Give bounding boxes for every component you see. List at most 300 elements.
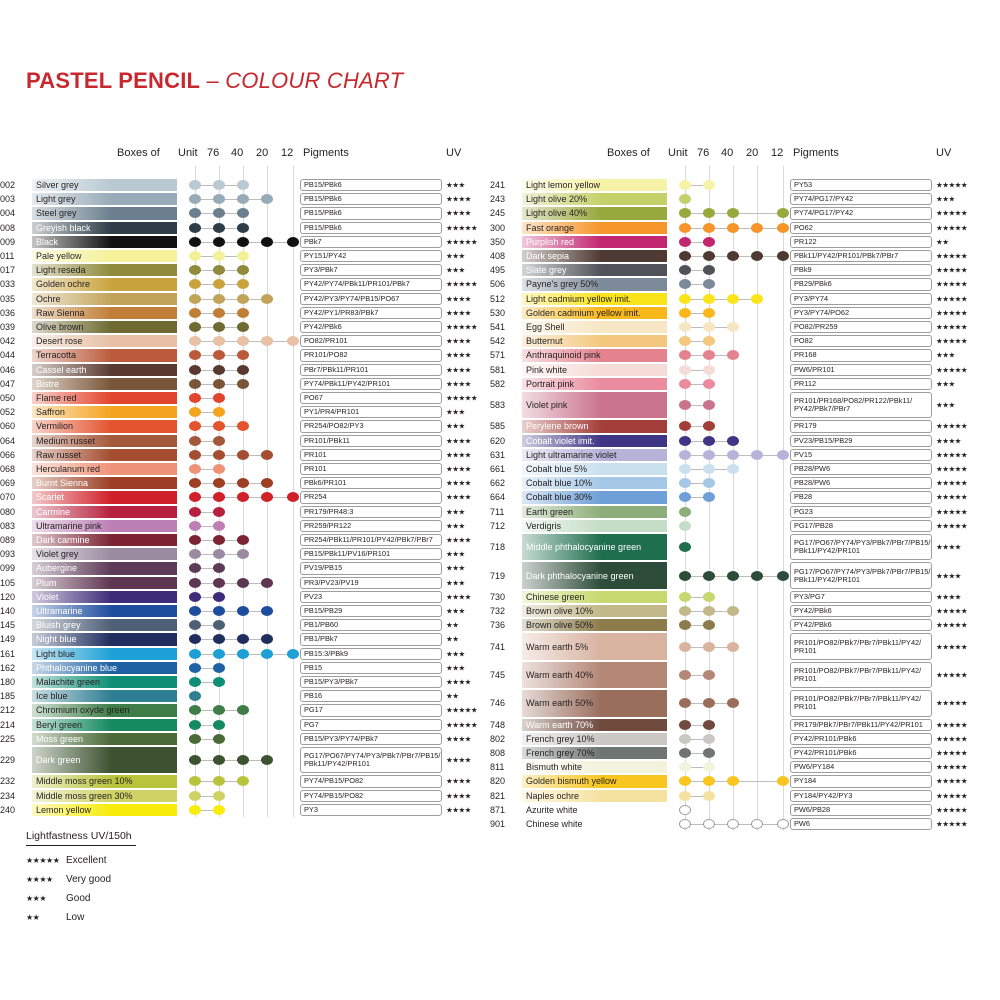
uv-rating: ★★★★ xyxy=(446,492,471,502)
colour-row xyxy=(0,221,480,235)
colour-dot xyxy=(213,492,225,502)
colour-dot xyxy=(213,705,225,715)
colour-name: Light lemon yellow xyxy=(526,180,601,191)
colour-code: 506 xyxy=(490,279,506,290)
pigments-box: PB28 xyxy=(790,491,932,503)
header-40: 40 xyxy=(721,147,734,159)
box-link-line xyxy=(685,299,757,300)
uv-rating: ★★★★ xyxy=(446,436,471,446)
colour-name: Ultramarine pink xyxy=(36,520,102,531)
colour-swatch xyxy=(522,420,667,432)
colour-swatch xyxy=(522,307,667,319)
colour-dot xyxy=(213,350,225,360)
colour-dot xyxy=(213,180,225,190)
colour-code: 732 xyxy=(490,606,506,617)
colour-code: 039 xyxy=(0,322,16,333)
colour-code: 060 xyxy=(0,421,16,432)
header-pigments: Pigments xyxy=(793,147,839,159)
colour-dot xyxy=(703,294,715,304)
legend-stars: ★★★ xyxy=(26,894,47,903)
colour-swatch xyxy=(32,506,177,518)
colour-swatch xyxy=(32,733,177,745)
colour-swatch xyxy=(32,775,177,787)
pigments-box: PB28/PW6 xyxy=(790,477,932,489)
colour-swatch xyxy=(32,719,177,731)
colour-dot xyxy=(213,421,225,431)
colour-dot xyxy=(213,251,225,261)
colour-row xyxy=(0,448,480,462)
colour-swatch xyxy=(522,818,667,830)
colour-row xyxy=(0,306,480,320)
colour-dot xyxy=(213,279,225,289)
colour-code: 820 xyxy=(490,776,506,787)
colour-dot xyxy=(751,294,763,304)
colour-dot xyxy=(213,223,225,233)
colour-dot xyxy=(261,194,273,204)
colour-row xyxy=(0,263,480,277)
uv-rating: ★★★★★ xyxy=(936,450,968,460)
colour-dot xyxy=(679,776,691,786)
colour-dot xyxy=(703,400,715,410)
colour-row xyxy=(0,519,480,533)
pigments-box: PR101/PO82/PBk7/PBr7/PBk11/PY42/ PR101 xyxy=(790,633,932,659)
colour-dot xyxy=(237,350,249,360)
pigments-box: PY42/PY3/PY74/PB15/PO67 xyxy=(300,293,442,305)
colour-row xyxy=(0,348,480,362)
pigments-box: PY42/PBk6 xyxy=(790,605,932,617)
colour-code: 002 xyxy=(0,180,16,191)
uv-rating: ★★★ xyxy=(936,350,955,360)
colour-dot xyxy=(213,464,225,474)
colour-code: 011 xyxy=(0,251,15,262)
colour-dot xyxy=(189,421,201,431)
colour-dot xyxy=(703,208,715,218)
colour-row xyxy=(0,803,480,817)
colour-name: Violet xyxy=(36,591,59,602)
colour-name: Fast orange xyxy=(526,222,575,233)
colour-dot xyxy=(727,251,739,261)
colour-dot xyxy=(213,294,225,304)
colour-dot xyxy=(237,535,249,545)
colour-dot xyxy=(189,379,201,389)
colour-swatch xyxy=(522,719,667,731)
colour-dot xyxy=(751,251,763,261)
colour-row xyxy=(0,292,480,306)
colour-dot xyxy=(189,350,201,360)
uv-rating: ★★★★ xyxy=(446,805,471,815)
colour-dot xyxy=(237,450,249,460)
uv-rating: ★★★★★ xyxy=(936,507,968,517)
colour-name: Burnt Sienna xyxy=(36,478,89,489)
colour-name: Brown olive 50% xyxy=(526,620,594,631)
colour-dot xyxy=(189,464,201,474)
colour-code: 162 xyxy=(0,662,16,673)
colour-dot xyxy=(703,223,715,233)
colour-dot xyxy=(703,670,715,680)
uv-rating: ★★★ xyxy=(446,265,465,275)
colour-swatch xyxy=(32,633,177,645)
colour-dot xyxy=(213,606,225,616)
uv-rating: ★★★★ xyxy=(446,336,471,346)
colour-row xyxy=(490,789,970,803)
pigments-box: PB1/PBk7 xyxy=(300,633,442,645)
box-link-line xyxy=(195,299,267,300)
colour-dot xyxy=(751,223,763,233)
colour-dot xyxy=(189,507,201,517)
colour-swatch xyxy=(32,378,177,390)
colour-swatch xyxy=(32,293,177,305)
uv-rating: ★★★ xyxy=(446,407,465,417)
colour-code: 748 xyxy=(490,719,506,730)
colour-swatch xyxy=(32,349,177,361)
pigments-box: PO82/PR101 xyxy=(300,335,442,347)
uv-rating: ★★★★★ xyxy=(936,464,968,474)
colour-dot xyxy=(679,620,691,630)
colour-dot xyxy=(703,748,715,758)
colour-row xyxy=(490,505,970,519)
uv-rating: ★★★★★ xyxy=(936,279,968,289)
colour-code: 003 xyxy=(0,194,16,205)
colour-code: 004 xyxy=(0,208,16,219)
pigments-box: PBr7/PBk11/PR101 xyxy=(300,364,442,376)
colour-code: 069 xyxy=(0,478,16,489)
pigments-box: PY184 xyxy=(790,775,932,787)
uv-rating: ★★★★★ xyxy=(936,421,968,431)
colour-swatch xyxy=(522,264,667,276)
colour-row xyxy=(490,178,970,192)
colour-name: Naples ochre xyxy=(526,790,580,801)
colour-row xyxy=(490,192,970,206)
colour-name: Anthraquinoid pink xyxy=(526,350,601,361)
colour-code: 512 xyxy=(490,293,506,304)
pigments-box: PR168 xyxy=(790,349,932,361)
colour-name: Dark carmine xyxy=(36,535,90,546)
colour-row xyxy=(0,732,480,746)
colour-dot xyxy=(189,691,201,701)
pigments-box: PG23 xyxy=(790,506,932,518)
pigments-box: PY3/PBk7 xyxy=(300,264,442,276)
pigments-box: PG17/PO67/PY74/PY3/PBk7/PBr7/PB15/ PBk11/PY42/PR101 xyxy=(790,534,932,560)
colour-name: Light blue xyxy=(36,648,76,659)
colour-name: Herculanum red xyxy=(36,464,101,475)
pigments-box: PV15 xyxy=(790,449,932,461)
header-unit: Unit xyxy=(178,147,198,159)
pigments-box: PB15/PBk6 xyxy=(300,207,442,219)
uv-rating: ★★★★★ xyxy=(446,322,478,332)
colour-swatch xyxy=(522,349,667,361)
colour-code: 044 xyxy=(0,350,16,361)
colour-dot xyxy=(213,755,225,765)
colour-dot xyxy=(189,194,201,204)
colour-swatch xyxy=(522,534,667,560)
colour-row xyxy=(490,718,970,732)
colour-dot xyxy=(189,805,201,815)
legend-row xyxy=(26,852,136,871)
colour-name: Warm earth 50% xyxy=(526,698,594,709)
uv-rating: ★★★★ xyxy=(446,450,471,460)
uv-rating: ★★★★★ xyxy=(446,237,478,247)
colour-swatch xyxy=(522,278,667,290)
colour-name: Moss green xyxy=(36,733,84,744)
colour-row xyxy=(0,561,480,575)
pigments-box: PY74/PB15/PO82 xyxy=(300,790,442,802)
colour-dot xyxy=(287,237,299,247)
colour-name: Pink white xyxy=(526,364,568,375)
colour-row xyxy=(490,561,970,589)
colour-dot xyxy=(213,734,225,744)
pigments-box: PR259/PR122 xyxy=(300,520,442,532)
colour-dot xyxy=(189,407,201,417)
uv-rating: ★★★★★ xyxy=(446,393,478,403)
colour-name: Chromium oxyde green xyxy=(36,705,130,716)
colour-swatch xyxy=(522,222,667,234)
colour-name: Dark green xyxy=(36,755,81,766)
colour-swatch xyxy=(522,435,667,447)
colour-name: Malachite green xyxy=(36,677,101,688)
colour-row xyxy=(490,476,970,490)
colour-dot xyxy=(703,571,715,581)
colour-dot xyxy=(213,663,225,673)
colour-name: Warm earth 40% xyxy=(526,669,594,680)
colour-name: Warm earth 5% xyxy=(526,641,589,652)
colour-name: Golden cadmium yellow imit. xyxy=(526,307,641,318)
colour-dot xyxy=(237,776,249,786)
pigments-box: PR101/PO82/PBk7/PBr7/PBk11/PY42/ PR101 xyxy=(790,662,932,688)
colour-name: Vermilion xyxy=(36,421,74,432)
colour-dot xyxy=(237,478,249,488)
colour-dot xyxy=(237,492,249,502)
colour-name: Cassel earth xyxy=(36,364,87,375)
colour-dot xyxy=(237,194,249,204)
colour-name: Saffron xyxy=(36,407,65,418)
colour-dot xyxy=(261,755,273,765)
colour-swatch xyxy=(32,804,177,816)
header-12: 12 xyxy=(281,147,294,159)
pigments-box: PG17/PB28 xyxy=(790,520,932,532)
colour-code: 901 xyxy=(490,819,506,830)
colour-code: 042 xyxy=(0,336,16,347)
colour-dot xyxy=(237,180,249,190)
colour-code: 746 xyxy=(490,698,506,709)
colour-row xyxy=(490,817,970,831)
uv-rating: ★★★ xyxy=(446,251,465,261)
colour-row xyxy=(0,490,480,504)
colour-dot xyxy=(679,294,691,304)
colour-dot xyxy=(189,791,201,801)
colour-dot xyxy=(727,450,739,460)
colour-dot xyxy=(261,606,273,616)
colour-dot xyxy=(237,208,249,218)
colour-dot xyxy=(189,734,201,744)
colour-name: Portrait pink xyxy=(526,378,575,389)
colour-row xyxy=(490,263,970,277)
colour-row xyxy=(0,405,480,419)
colour-dot xyxy=(213,634,225,644)
colour-dot xyxy=(213,436,225,446)
colour-swatch xyxy=(522,591,667,603)
colour-dot xyxy=(213,450,225,460)
colour-dot xyxy=(703,251,715,261)
box-link-line xyxy=(195,639,267,640)
pigments-box: PY1/PR4/PR101 xyxy=(300,406,442,418)
colour-row xyxy=(490,277,970,291)
colour-dot xyxy=(213,379,225,389)
uv-rating: ★★★★★ xyxy=(936,492,968,502)
colour-code: 495 xyxy=(490,265,506,276)
uv-rating: ★★★★ xyxy=(446,776,471,786)
title-main: PASTEL PENCIL xyxy=(26,68,201,93)
colour-row xyxy=(490,419,970,433)
colour-row xyxy=(490,235,970,249)
colour-dot xyxy=(189,223,201,233)
colour-dot xyxy=(261,237,273,247)
colour-dot xyxy=(189,521,201,531)
colour-name: Olive brown xyxy=(36,322,84,333)
colour-dot xyxy=(189,208,201,218)
colour-dot xyxy=(261,492,273,502)
header-20: 20 xyxy=(256,147,269,159)
colour-dot xyxy=(189,535,201,545)
colour-dot xyxy=(679,698,691,708)
uv-rating: ★★★★ xyxy=(936,571,961,581)
colour-swatch xyxy=(522,378,667,390)
colour-dot xyxy=(679,251,691,261)
colour-dot xyxy=(237,279,249,289)
colour-dot xyxy=(213,720,225,730)
colour-swatch xyxy=(32,364,177,376)
colour-code: 093 xyxy=(0,549,16,560)
colour-name: French grey 70% xyxy=(526,748,595,759)
colour-swatch xyxy=(522,747,667,759)
pigments-box: PBk7 xyxy=(300,236,442,248)
pigments-box: PR101 xyxy=(300,449,442,461)
box-link-line xyxy=(195,583,267,584)
colour-swatch xyxy=(522,392,667,418)
colour-dot xyxy=(237,365,249,375)
colour-dot xyxy=(189,634,201,644)
colour-code: 105 xyxy=(0,577,16,588)
colour-dot xyxy=(189,279,201,289)
colour-dot xyxy=(213,791,225,801)
colour-name: Payne's grey 50% xyxy=(526,279,599,290)
uv-rating: ★★★★ xyxy=(446,791,471,801)
colour-dot xyxy=(703,642,715,652)
legend-stars: ★★ xyxy=(26,913,40,922)
pigments-box: PY74/PB15/PO82 xyxy=(300,775,442,787)
colour-code: 661 xyxy=(490,464,506,475)
legend-label: Low xyxy=(66,912,85,923)
uv-rating: ★★★★ xyxy=(446,734,471,744)
uv-rating: ★★★ xyxy=(446,563,465,573)
pigments-box: PW6/PB28 xyxy=(790,804,932,816)
colour-name: Purplish red xyxy=(526,236,575,247)
colour-dot xyxy=(237,223,249,233)
colour-dot xyxy=(189,592,201,602)
uv-rating: ★★★★ xyxy=(446,592,471,602)
colour-dot xyxy=(189,393,201,403)
colour-dot xyxy=(679,606,691,616)
pigments-box: PY3/PY74 xyxy=(790,293,932,305)
colour-code: 802 xyxy=(490,733,506,744)
pigments-box: PO82 xyxy=(790,335,932,347)
colour-dot xyxy=(703,237,715,247)
uv-rating: ★★★★★ xyxy=(936,748,968,758)
uv-rating: ★★★★★ xyxy=(446,720,478,730)
colour-dot xyxy=(703,734,715,744)
colour-name: Butternut xyxy=(526,336,563,347)
colour-swatch xyxy=(522,335,667,347)
pigments-box: PY184/PY42/PY3 xyxy=(790,790,932,802)
colour-name: Bistre xyxy=(36,378,60,389)
pigments-box: PG17/PO67/PY74/PY3/PBk7/PBr7/PB15/ PBk11/PY42/PR101 xyxy=(300,747,442,773)
colour-code: 234 xyxy=(0,790,16,801)
colour-row xyxy=(0,576,480,590)
colour-row xyxy=(490,760,970,774)
pigments-box: PY74/PG17/PY42 xyxy=(790,193,932,205)
colour-dot xyxy=(727,776,739,786)
colour-row xyxy=(0,235,480,249)
colour-code: 008 xyxy=(0,222,16,233)
colour-swatch xyxy=(32,321,177,333)
colour-code: 047 xyxy=(0,378,16,389)
colour-swatch xyxy=(32,307,177,319)
colour-dot xyxy=(679,265,691,275)
pigments-box: PB15/PBk6 xyxy=(300,179,442,191)
colour-swatch xyxy=(32,179,177,191)
colour-name: Scarlet xyxy=(36,492,65,503)
colour-dot xyxy=(189,705,201,715)
colour-swatch xyxy=(32,747,177,773)
colour-dot xyxy=(213,265,225,275)
colour-row xyxy=(0,789,480,803)
header-pigments: Pigments xyxy=(303,147,349,159)
uv-rating: ★★★★★ xyxy=(936,322,968,332)
colour-dot xyxy=(679,450,691,460)
colour-dot xyxy=(237,265,249,275)
colour-code: 541 xyxy=(490,322,506,333)
colour-dot xyxy=(237,251,249,261)
pigments-box: PB1/PB60 xyxy=(300,619,442,631)
uv-rating: ★★★★★ xyxy=(936,251,968,261)
uv-rating: ★★★ xyxy=(446,421,465,431)
colour-name: Bluish grey xyxy=(36,620,81,631)
colour-dot xyxy=(237,634,249,644)
colour-row xyxy=(0,547,480,561)
colour-dot xyxy=(703,492,715,502)
header-unit: Unit xyxy=(668,147,688,159)
colour-dot xyxy=(679,194,691,204)
colour-dot xyxy=(703,776,715,786)
colour-code: 225 xyxy=(0,733,16,744)
legend-label: Excellent xyxy=(66,855,107,866)
colour-name: Silver grey xyxy=(36,180,79,191)
title-sub: – COLOUR CHART xyxy=(206,68,404,93)
colour-row xyxy=(490,448,970,462)
colour-dot xyxy=(703,308,715,318)
uv-rating: ★★★★★ xyxy=(936,620,968,630)
colour-row xyxy=(0,249,480,263)
header-boxes-of: Boxes of xyxy=(117,147,160,159)
colour-dot xyxy=(189,776,201,786)
colour-name: Light grey xyxy=(36,194,76,205)
colour-dot xyxy=(237,294,249,304)
colour-dot xyxy=(751,571,763,581)
pigments-box: PY151/PY42 xyxy=(300,250,442,262)
pigments-box: PR254/PO82/PY3 xyxy=(300,420,442,432)
uv-rating: ★★ xyxy=(936,237,949,247)
colour-dot xyxy=(189,492,201,502)
pigments-box: PB15/PBk11/PV16/PR101 xyxy=(300,548,442,560)
